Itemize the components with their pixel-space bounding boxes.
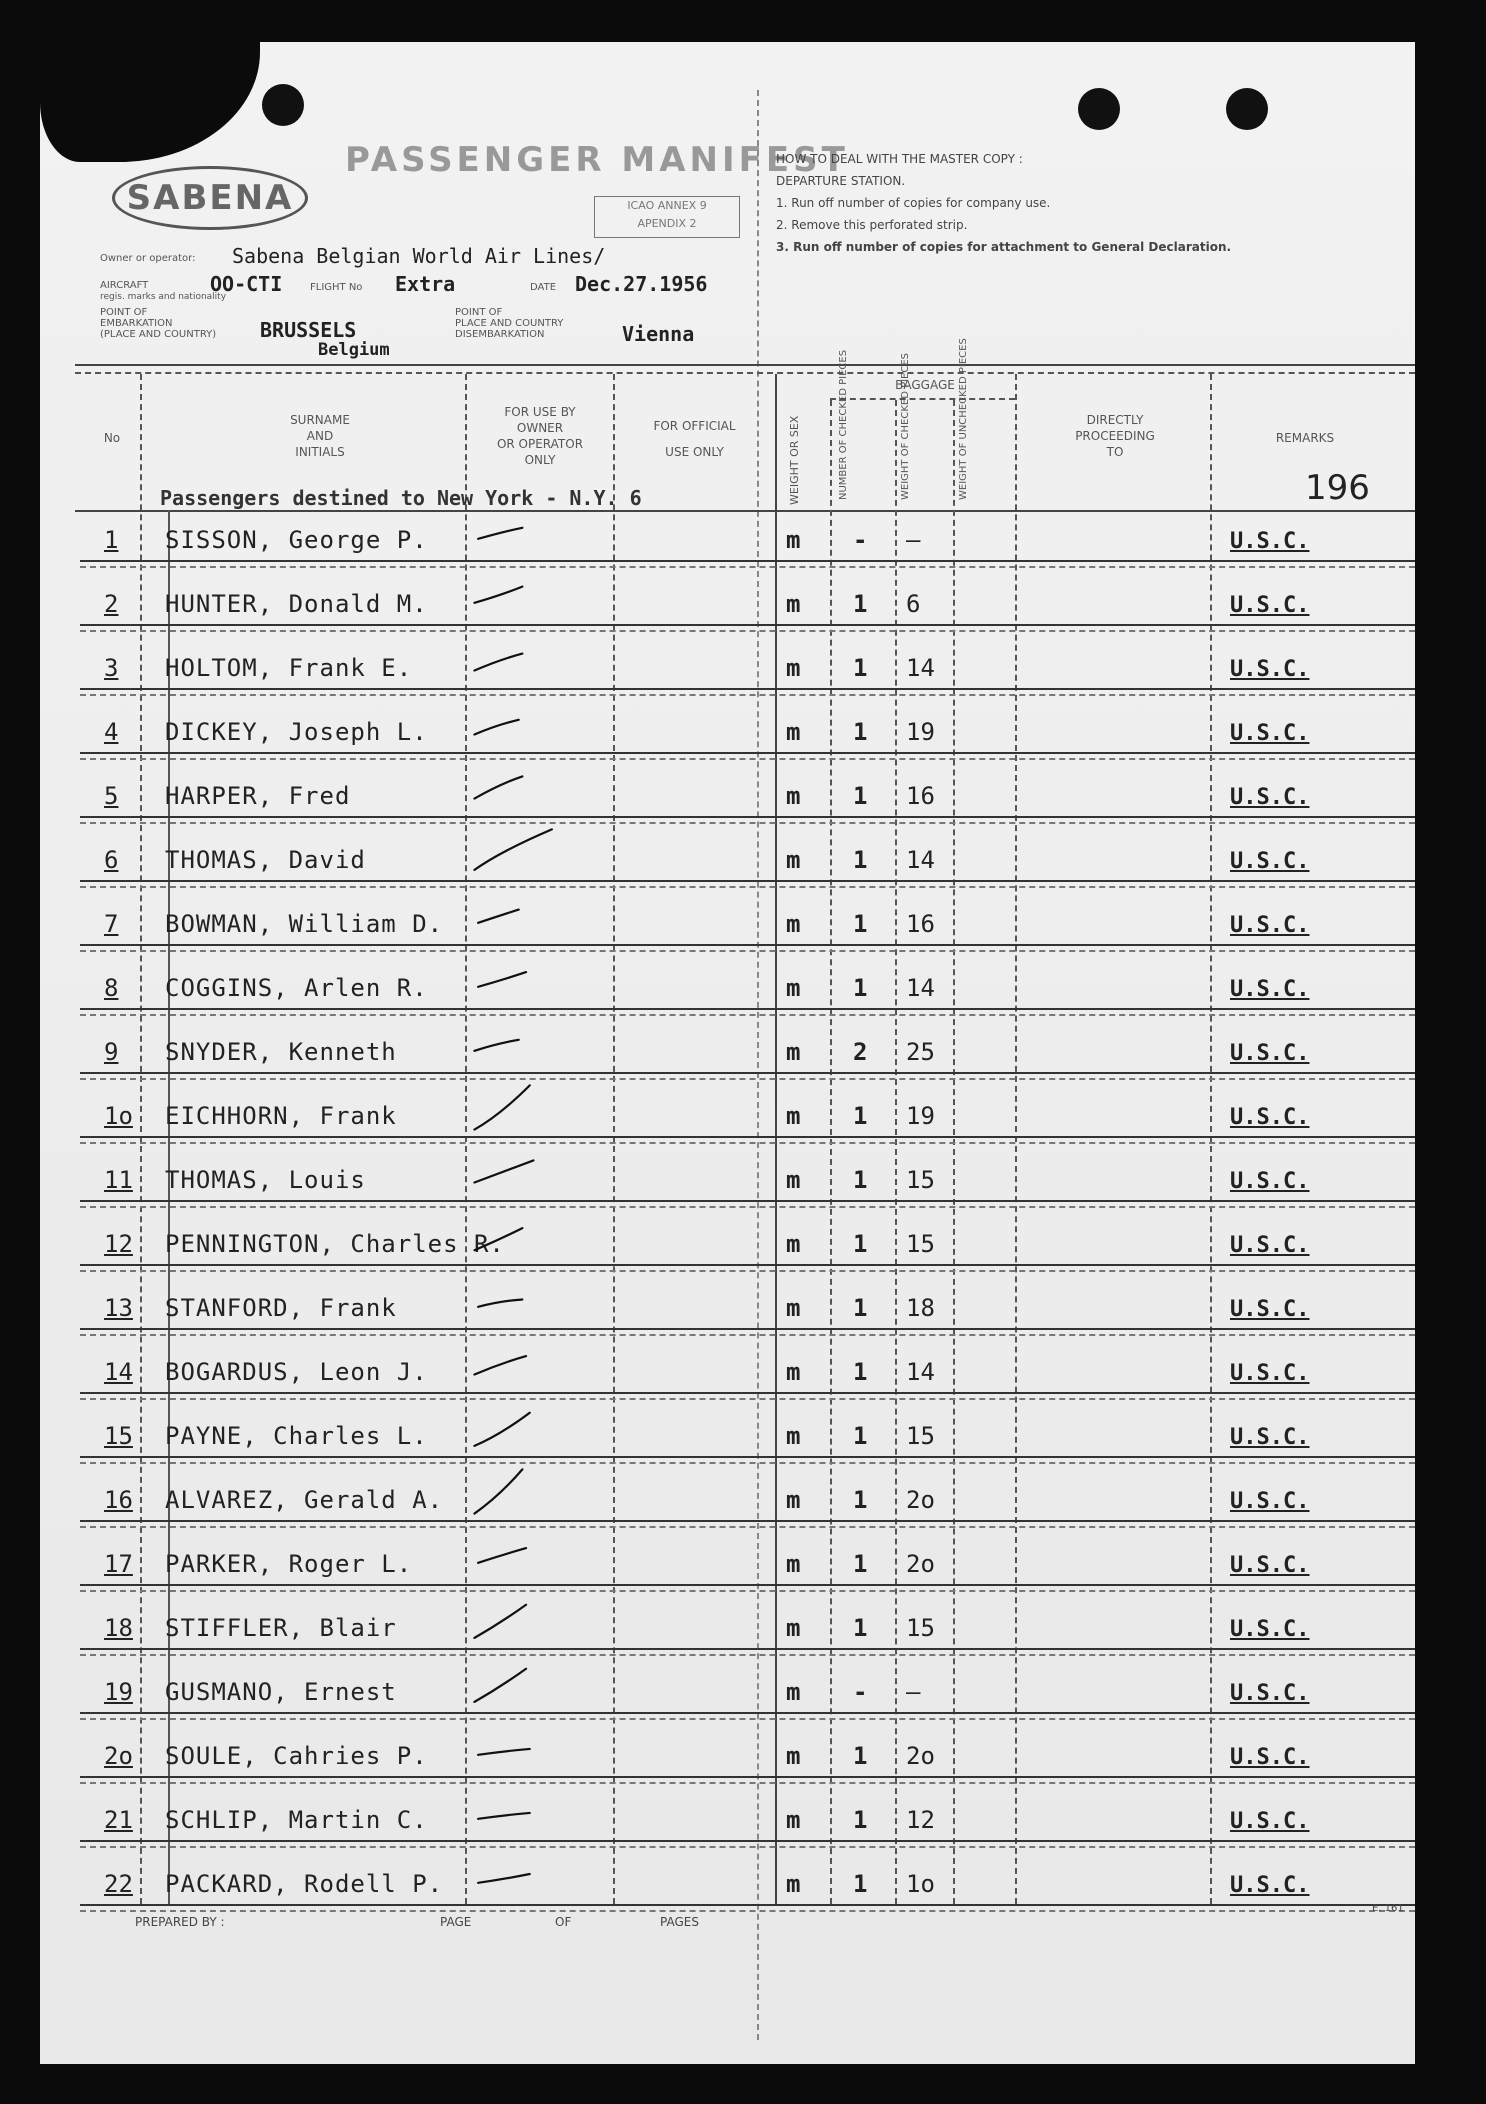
passenger-name: PAYNE, Charles L.	[165, 1422, 428, 1450]
table-row	[70, 1076, 1415, 1140]
checked-weight: 14	[906, 974, 935, 1002]
checked-weight: 15	[906, 1422, 935, 1450]
col-checked-pieces-header: NUMBER OF CHECKED PIECES	[838, 349, 849, 500]
owner-label: Owner or operator:	[100, 253, 196, 264]
table-row	[70, 1460, 1415, 1524]
row-number: 1	[104, 526, 119, 554]
table-row	[70, 628, 1415, 692]
passenger-sex: m	[786, 974, 801, 1002]
row-rule	[80, 1712, 1415, 1714]
checked-weight: 2o	[906, 1550, 935, 1578]
icao-line-1: ICAO ANNEX 9	[627, 199, 707, 212]
checked-weight: 25	[906, 1038, 935, 1066]
aircraft-sub-label: regis. marks and nationality	[100, 292, 227, 302]
row-number: 12	[104, 1230, 133, 1258]
passenger-sex: m	[786, 590, 801, 618]
table-row	[70, 692, 1415, 756]
row-rule	[80, 1264, 1415, 1266]
row-rule	[80, 1200, 1415, 1202]
row-rule	[80, 1456, 1415, 1458]
embark-label-line: EMBARKATION	[100, 318, 173, 329]
passenger-sex: m	[786, 1614, 801, 1642]
passenger-sex: m	[786, 1742, 801, 1770]
col-proceeding-line: DIRECTLY	[1086, 413, 1144, 427]
passenger-remarks: U.S.C.	[1230, 529, 1310, 554]
passenger-sex: m	[786, 1422, 801, 1450]
row-rule	[80, 752, 1415, 754]
embark-label	[100, 307, 216, 340]
col-official-line: FOR OFFICIAL	[653, 419, 736, 433]
row-rule	[80, 816, 1415, 818]
col-no-header: No	[103, 431, 121, 445]
disembark-value: Vienna	[622, 322, 695, 346]
instruction-line: DEPARTURE STATION.	[776, 174, 906, 188]
flight-value: Extra	[395, 272, 456, 296]
row-rule	[80, 1392, 1415, 1394]
checked-pieces: 1	[853, 974, 868, 1002]
checkmark-icon	[455, 1462, 575, 1518]
checked-weight: 15	[906, 1614, 935, 1642]
table-top-rule-2	[75, 372, 1415, 374]
checked-pieces: 1	[853, 782, 868, 810]
passenger-sex: m	[786, 1294, 801, 1322]
passenger-remarks: U.S.C.	[1230, 1553, 1310, 1578]
passenger-name: HUNTER, Donald M.	[165, 590, 428, 618]
checkmark-icon	[455, 1142, 575, 1198]
date-label: DATE	[530, 282, 557, 293]
checked-weight: 6	[906, 590, 921, 618]
checked-weight: 18	[906, 1294, 935, 1322]
row-rule	[80, 688, 1415, 690]
checked-weight: 12	[906, 1806, 935, 1834]
prepared-by-label: PREPARED BY :	[135, 1915, 225, 1929]
passenger-sex: m	[786, 1166, 801, 1194]
passenger-remarks: U.S.C.	[1230, 1873, 1310, 1898]
passenger-name: EICHHORN, Frank	[165, 1102, 397, 1130]
checked-pieces: 1	[853, 590, 868, 618]
row-number: 1o	[104, 1102, 133, 1130]
instruction-line: 1. Run off number of copies for company use.	[776, 196, 1051, 210]
table-row	[70, 1396, 1415, 1460]
col-weight-header: WEIGHT OR SEX	[788, 415, 801, 505]
checkmark-icon	[455, 694, 575, 750]
col-proceeding-line: PROCEEDING	[1075, 429, 1155, 443]
checked-pieces: 1	[853, 1486, 868, 1514]
row-rule	[80, 944, 1415, 946]
passenger-name: PACKARD, Rodell P.	[165, 1870, 444, 1898]
passenger-sex: m	[786, 910, 801, 938]
checkmark-icon	[455, 1398, 575, 1454]
table-row	[70, 1204, 1415, 1268]
row-rule	[80, 1584, 1415, 1586]
checked-weight: 16	[906, 782, 935, 810]
passenger-name: HOLTOM, Frank E.	[165, 654, 413, 682]
table-row	[70, 1332, 1415, 1396]
passenger-sex: m	[786, 1230, 801, 1258]
checked-pieces: 1	[853, 1870, 868, 1898]
row-number: 22	[104, 1870, 133, 1898]
checkmark-icon	[455, 566, 575, 622]
checkmark-icon	[455, 1590, 575, 1646]
passenger-name: SISSON, George P.	[165, 526, 428, 554]
checked-weight: —	[906, 526, 921, 554]
row-rule	[80, 1648, 1415, 1650]
passenger-name: SOULE, Cahries P.	[165, 1742, 428, 1770]
instruction-line: 2. Remove this perforated strip.	[776, 218, 968, 232]
table-row	[70, 948, 1415, 1012]
checked-pieces: 1	[853, 1742, 868, 1770]
col-owner-line: OWNER	[516, 421, 564, 435]
passenger-remarks: U.S.C.	[1230, 977, 1310, 1002]
embark-label-line: POINT OF	[100, 307, 148, 318]
instruction-line: 3. Run off number of copies for attachment to General Declaration.	[776, 240, 1232, 254]
passenger-remarks: U.S.C.	[1230, 1745, 1310, 1770]
row-number: 18	[104, 1614, 133, 1642]
embark-value: BRUSSELS	[260, 318, 357, 342]
passenger-sex: m	[786, 1806, 801, 1834]
passenger-remarks: U.S.C.	[1230, 1233, 1310, 1258]
disembark-label	[455, 307, 563, 340]
passenger-remarks: U.S.C.	[1230, 593, 1310, 618]
checked-weight: 2o	[906, 1486, 935, 1514]
col-name-line: AND	[306, 429, 334, 443]
passenger-sex: m	[786, 654, 801, 682]
passenger-sex: m	[786, 1038, 801, 1066]
passenger-name: PENNINGTON, Charles R.	[165, 1230, 505, 1258]
passenger-sex: m	[786, 718, 801, 746]
col-owner-line: OR OPERATOR	[496, 437, 584, 451]
passenger-remarks: U.S.C.	[1230, 913, 1310, 938]
table-row	[70, 564, 1415, 628]
footer-pages-label: PAGES	[660, 1915, 699, 1929]
table-row	[70, 1780, 1415, 1844]
checked-pieces: -	[853, 1678, 868, 1706]
passenger-name: COGGINS, Arlen R.	[165, 974, 428, 1002]
checkmark-icon	[455, 758, 575, 814]
checkmark-icon	[455, 1846, 575, 1902]
table-row	[70, 884, 1415, 948]
passenger-name: ALVAREZ, Gerald A.	[165, 1486, 444, 1514]
passenger-name: STIFFLER, Blair	[165, 1614, 397, 1642]
checkmark-icon	[455, 1206, 575, 1262]
passenger-remarks: U.S.C.	[1230, 1489, 1310, 1514]
punch-hole-left	[262, 84, 304, 126]
passenger-remarks: U.S.C.	[1230, 1681, 1310, 1706]
row-number: 7	[104, 910, 119, 938]
col-checked-weight-header: WEIGHT OF CHECKED PIECES	[900, 352, 911, 500]
passenger-remarks: U.S.C.	[1230, 785, 1310, 810]
checked-weight: 19	[906, 718, 935, 746]
col-baggage-header: BAGGAGE	[895, 378, 955, 392]
aircraft-label: AIRCRAFT	[100, 280, 149, 291]
row-number: 13	[104, 1294, 133, 1322]
passenger-remarks: U.S.C.	[1230, 1617, 1310, 1642]
passenger-remarks: U.S.C.	[1230, 1105, 1310, 1130]
page-title: PASSENGER MANIFEST	[345, 140, 849, 180]
col-owner-header	[476, 404, 604, 468]
passenger-name: STANFORD, Frank	[165, 1294, 397, 1322]
icao-line-2: APENDIX 2	[637, 217, 697, 230]
col-proceeding-line: TO	[1106, 445, 1124, 459]
row-number: 4	[104, 718, 119, 746]
row-number: 9	[104, 1038, 119, 1066]
checkmark-icon	[455, 1718, 575, 1774]
flight-label: FLIGHT No	[310, 282, 363, 293]
row-rule	[80, 1904, 1415, 1906]
passenger-name: THOMAS, Louis	[165, 1166, 366, 1194]
passenger-remarks: U.S.C.	[1230, 657, 1310, 682]
col-proceeding-header	[1030, 412, 1200, 460]
row-number: 3	[104, 654, 119, 682]
checked-pieces: -	[853, 526, 868, 554]
col-owner-line: FOR USE BY	[504, 405, 576, 419]
col-name-line: INITIALS	[295, 445, 345, 459]
checked-pieces: 1	[853, 1422, 868, 1450]
passenger-remarks: U.S.C.	[1230, 1425, 1310, 1450]
checked-weight: 16	[906, 910, 935, 938]
table-top-rule	[75, 364, 1415, 366]
checkmark-icon	[455, 630, 575, 686]
checked-weight: 14	[906, 654, 935, 682]
checked-pieces: 1	[853, 1294, 868, 1322]
passenger-remarks: U.S.C.	[1230, 1169, 1310, 1194]
table-row	[70, 500, 1415, 564]
passenger-name: BOGARDUS, Leon J.	[165, 1358, 428, 1386]
disembark-label-line: POINT OF	[455, 307, 503, 318]
checked-weight: 2o	[906, 1742, 935, 1770]
col-remarks-header: REMARKS	[1275, 431, 1335, 445]
passenger-name: SCHLIP, Martin C.	[165, 1806, 428, 1834]
passenger-name: SNYDER, Kenneth	[165, 1038, 397, 1066]
checkmark-icon	[455, 1078, 575, 1134]
checked-pieces: 1	[853, 1614, 868, 1642]
passenger-remarks: U.S.C.	[1230, 1041, 1310, 1066]
checked-pieces: 1	[853, 846, 868, 874]
passenger-sex: m	[786, 846, 801, 874]
col-owner-line: ONLY	[524, 453, 556, 467]
col-unchecked-header: WEIGHT OF UNCHECKED PIECES	[958, 338, 969, 500]
passenger-sex: m	[786, 1870, 801, 1898]
row-rule	[80, 560, 1415, 562]
checked-pieces: 1	[853, 1806, 868, 1834]
master-copy-instructions	[776, 148, 1336, 258]
checked-pieces: 1	[853, 1550, 868, 1578]
table-row	[70, 1588, 1415, 1652]
checked-pieces: 1	[853, 1358, 868, 1386]
checked-weight: 14	[906, 846, 935, 874]
row-number: 11	[104, 1166, 133, 1194]
row-rule	[80, 1072, 1415, 1074]
col-name-header	[240, 412, 400, 460]
checkmark-icon	[455, 502, 575, 558]
table-row	[70, 1140, 1415, 1204]
passenger-remarks: U.S.C.	[1230, 1809, 1310, 1834]
checked-pieces: 1	[853, 1230, 868, 1258]
passenger-name: PARKER, Roger L.	[165, 1550, 413, 1578]
passenger-sex: m	[786, 1102, 801, 1130]
checkmark-icon	[455, 1270, 575, 1326]
owner-value: Sabena Belgian World Air Lines/	[232, 244, 606, 268]
footer-page-label: PAGE	[440, 1915, 472, 1929]
passenger-name: BOWMAN, William D.	[165, 910, 444, 938]
passenger-name: THOMAS, David	[165, 846, 366, 874]
passenger-sex: m	[786, 526, 801, 554]
row-rule	[80, 1776, 1415, 1778]
row-number: 14	[104, 1358, 133, 1386]
checked-weight: 14	[906, 1358, 935, 1386]
checkmark-icon	[455, 1526, 575, 1582]
sabena-logo: SABENA	[112, 166, 308, 230]
checked-weight: 15	[906, 1230, 935, 1258]
passenger-name: GUSMANO, Ernest	[165, 1678, 397, 1706]
footer-of-label: OF	[555, 1915, 572, 1929]
passenger-sex: m	[786, 1486, 801, 1514]
row-number: 15	[104, 1422, 133, 1450]
row-number: 2o	[104, 1742, 133, 1770]
row-number: 8	[104, 974, 119, 1002]
baggage-rule	[830, 398, 1015, 400]
passenger-remarks: U.S.C.	[1230, 1297, 1310, 1322]
embark-label-line: (PLACE AND COUNTRY)	[100, 329, 217, 340]
checked-pieces: 2	[853, 1038, 868, 1066]
checked-weight: 19	[906, 1102, 935, 1130]
table-row	[70, 1012, 1415, 1076]
form-code: E. 161	[1372, 1903, 1404, 1914]
checkmark-icon	[455, 886, 575, 942]
aircraft-value: OO-CTI	[210, 272, 283, 296]
col-official-line: USE ONLY	[665, 445, 724, 459]
checkmark-icon	[455, 1654, 575, 1710]
checkmark-icon	[455, 950, 575, 1006]
checkmark-icon	[455, 1334, 575, 1390]
table-row	[70, 820, 1415, 884]
passenger-remarks: U.S.C.	[1230, 849, 1310, 874]
checked-pieces: 1	[853, 654, 868, 682]
checked-pieces: 1	[853, 1102, 868, 1130]
disembark-label-line: DISEMBARKATION	[455, 329, 545, 340]
instruction-line: HOW TO DEAL WITH THE MASTER COPY :	[776, 152, 1023, 166]
passenger-name: HARPER, Fred	[165, 782, 351, 810]
checkmark-icon	[455, 1782, 575, 1838]
checked-pieces: 1	[853, 910, 868, 938]
embark-country: Belgium	[318, 340, 390, 360]
table-row	[70, 1268, 1415, 1332]
row-rule	[80, 624, 1415, 626]
row-number: 6	[104, 846, 119, 874]
col-official-header	[622, 418, 767, 460]
table-row	[70, 1524, 1415, 1588]
row-number: 21	[104, 1806, 133, 1834]
table-row	[70, 1844, 1415, 1908]
page-number: 196	[1305, 468, 1370, 508]
passenger-remarks: U.S.C.	[1230, 1361, 1310, 1386]
row-rule	[80, 1008, 1415, 1010]
passenger-sex: m	[786, 1550, 801, 1578]
row-number: 16	[104, 1486, 133, 1514]
date-value: Dec.27.1956	[575, 272, 708, 296]
passenger-sex: m	[786, 1678, 801, 1706]
passenger-sex: m	[786, 782, 801, 810]
checkmark-icon	[455, 1014, 575, 1070]
punch-hole-right	[1226, 88, 1268, 130]
row-number: 5	[104, 782, 119, 810]
col-name-line: SURNAME	[290, 413, 350, 427]
passenger-name: DICKEY, Joseph L.	[165, 718, 428, 746]
row-rule	[80, 1840, 1415, 1842]
row-rule	[80, 1328, 1415, 1330]
destination-note: Passengers destined to New York - N.Y. 6	[160, 486, 642, 510]
row-rule	[80, 1136, 1415, 1138]
checked-pieces: 1	[853, 1166, 868, 1194]
checked-weight: 1o	[906, 1870, 935, 1898]
checked-pieces: 1	[853, 718, 868, 746]
checked-weight: 15	[906, 1166, 935, 1194]
icao-reference	[594, 196, 740, 238]
disembark-label-line: PLACE AND COUNTRY	[455, 318, 564, 329]
table-row	[70, 756, 1415, 820]
checkmark-icon	[455, 822, 575, 878]
checked-weight: —	[906, 1678, 921, 1706]
row-rule	[80, 880, 1415, 882]
row-rule	[80, 1520, 1415, 1522]
punch-hole-mid	[1078, 88, 1120, 130]
row-number: 2	[104, 590, 119, 618]
passenger-sex: m	[786, 1358, 801, 1386]
passenger-remarks: U.S.C.	[1230, 721, 1310, 746]
table-row	[70, 1652, 1415, 1716]
table-row	[70, 1716, 1415, 1780]
row-number: 19	[104, 1678, 133, 1706]
row-rule-dashed	[80, 1910, 1415, 1912]
row-number: 17	[104, 1550, 133, 1578]
